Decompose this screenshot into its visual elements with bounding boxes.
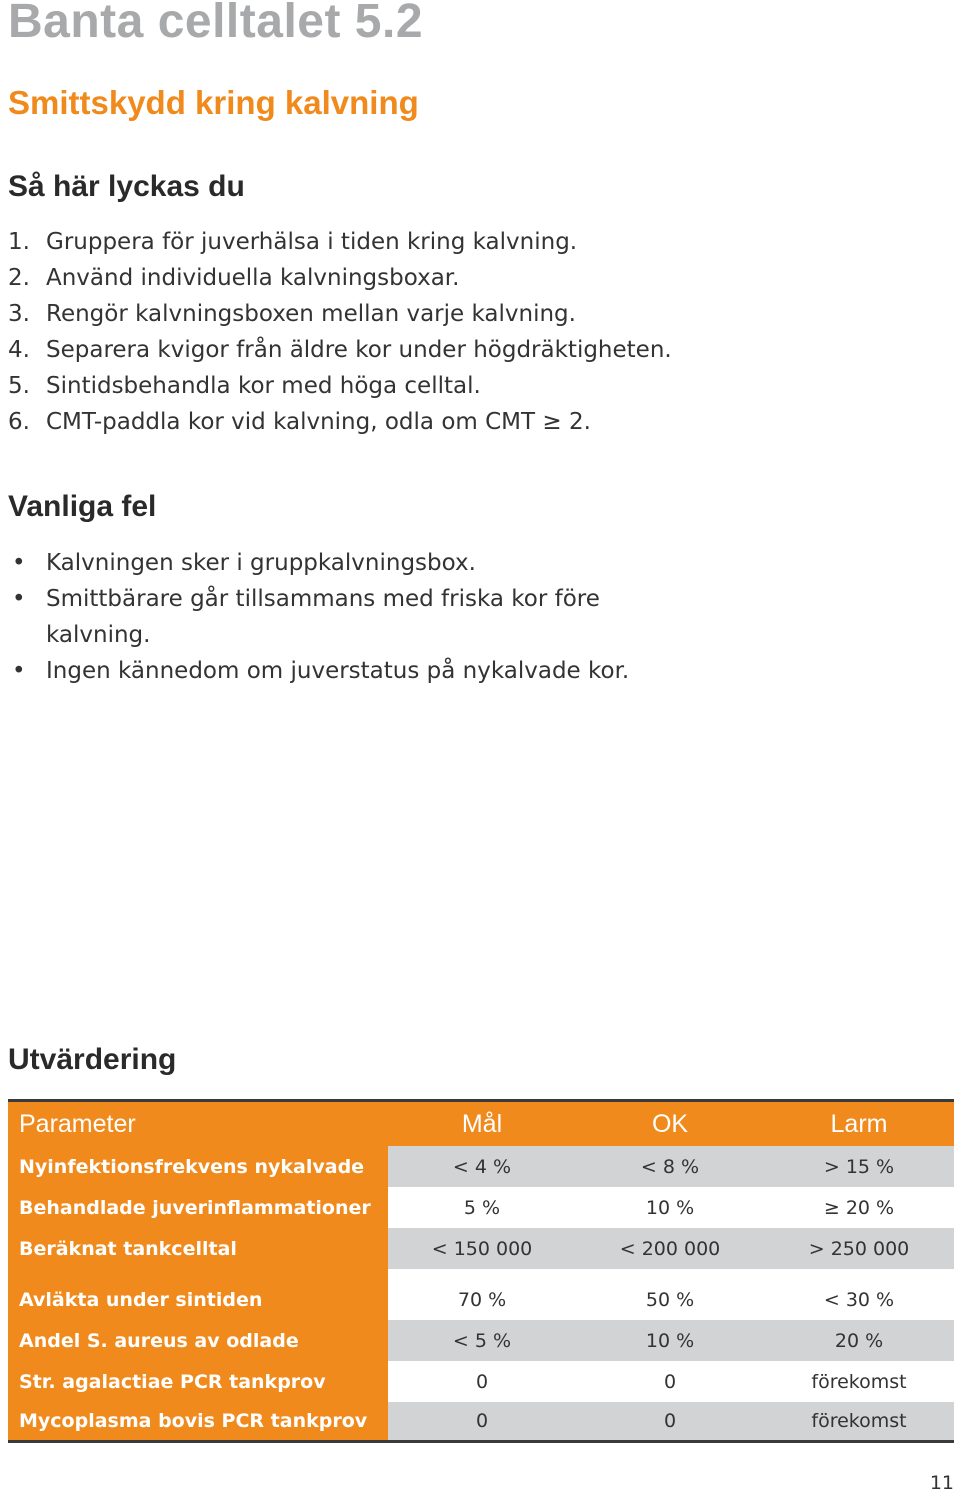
success-item-text: CMT-paddla kor vid kalvning, odla om CMT ≥ 2. — [46, 409, 591, 435]
row-ok: 10 % — [576, 1187, 764, 1228]
row-alarm: förekomst — [764, 1402, 954, 1440]
bullet-icon: • — [12, 586, 26, 612]
row-alarm: 20 % — [764, 1320, 954, 1361]
page-number: 11 — [929, 1472, 954, 1494]
success-item-text: Gruppera för juverhälsa i tiden kring kalvning. — [46, 229, 578, 255]
row-goal: < 150 000 — [388, 1228, 576, 1269]
row-goal: 0 — [388, 1361, 576, 1402]
success-item-text: Rengör kalvningsboxen mellan varje kalvning. — [46, 301, 576, 327]
bullet-icon: • — [12, 550, 26, 576]
row-ok: < 8 % — [576, 1146, 764, 1187]
mistakes-heading: Vanliga fel — [8, 490, 157, 523]
success-item-text: Sintidsbehandla kor med höga celltal. — [46, 373, 481, 399]
list-number: 2. — [8, 265, 30, 291]
row-parameter: Mycoplasma bovis PCR tankprov — [8, 1402, 388, 1440]
section-subtitle: Smittskydd kring kalvning — [8, 84, 419, 121]
success-item — [8, 332, 672, 368]
row-ok: 50 % — [576, 1279, 764, 1320]
separator-cell — [8, 1269, 388, 1279]
row-parameter: Behandlade juverinflammationer — [8, 1187, 388, 1228]
list-number: 5. — [8, 373, 30, 399]
table-header-row — [8, 1099, 954, 1146]
list-number: 6. — [8, 409, 30, 435]
row-alarm: > 250 000 — [764, 1228, 954, 1269]
success-item-text: Separera kvigor från äldre kor under högdräktigheten. — [46, 337, 672, 363]
success-list — [8, 224, 672, 440]
table-row — [8, 1320, 954, 1361]
table-row — [8, 1228, 954, 1269]
row-ok: 0 — [576, 1361, 764, 1402]
column-header-goal: Mål — [461, 1109, 503, 1138]
row-ok: 10 % — [576, 1320, 764, 1361]
success-item — [8, 404, 672, 440]
success-item-text: Använd individuella kalvningsboxar. — [46, 265, 460, 291]
mistake-item — [8, 545, 648, 581]
row-goal: 5 % — [388, 1187, 576, 1228]
row-goal: < 5 % — [388, 1320, 576, 1361]
table-row — [8, 1402, 954, 1443]
row-ok: 0 — [576, 1402, 764, 1440]
row-goal: < 4 % — [388, 1146, 576, 1187]
row-parameter: Str. agalactiae PCR tankprov — [8, 1361, 388, 1402]
row-parameter: Avläkta under sintiden — [8, 1279, 388, 1320]
success-item — [8, 260, 672, 296]
success-heading: Så här lyckas du — [8, 170, 245, 203]
success-item — [8, 368, 672, 404]
row-alarm: < 30 % — [764, 1279, 954, 1320]
table-row — [8, 1361, 954, 1402]
column-header-parameter: Parameter — [19, 1109, 136, 1138]
evaluation-heading: Utvärdering — [8, 1043, 177, 1076]
row-alarm: ≥ 20 % — [764, 1187, 954, 1228]
row-ok: < 200 000 — [576, 1228, 764, 1269]
mistake-item-text: Smittbärare går tillsammans med friska kor före kalvning. — [46, 586, 600, 648]
list-number: 4. — [8, 337, 30, 363]
bullet-icon: • — [12, 658, 26, 684]
page-title: Banta celltalet 5.2 — [8, 0, 424, 48]
row-alarm: > 15 % — [764, 1146, 954, 1187]
row-goal: 70 % — [388, 1279, 576, 1320]
mistake-item — [8, 653, 648, 689]
success-item — [8, 296, 672, 332]
mistake-item-text: Kalvningen sker i gruppkalvningsbox. — [46, 550, 476, 576]
list-number: 1. — [8, 229, 30, 255]
mistake-item-text: Ingen kännedom om juverstatus på nykalvade kor. — [46, 658, 630, 684]
row-parameter: Beräknat tankcelltal — [8, 1228, 388, 1269]
row-goal: 0 — [388, 1402, 576, 1440]
table-row — [8, 1146, 954, 1187]
row-parameter: Andel S. aureus av odlade — [8, 1320, 388, 1361]
table-row — [8, 1187, 954, 1228]
table-separator — [8, 1269, 954, 1279]
evaluation-table — [8, 1099, 954, 1443]
success-item — [8, 224, 672, 260]
table-row — [8, 1279, 954, 1320]
row-parameter: Nyinfektionsfrekvens nykalvade — [8, 1146, 388, 1187]
column-header-ok: OK — [651, 1109, 689, 1138]
list-number: 3. — [8, 301, 30, 327]
mistake-item — [8, 581, 648, 653]
row-alarm: förekomst — [764, 1361, 954, 1402]
mistakes-list — [8, 545, 648, 689]
column-header-alarm: Larm — [830, 1109, 888, 1138]
